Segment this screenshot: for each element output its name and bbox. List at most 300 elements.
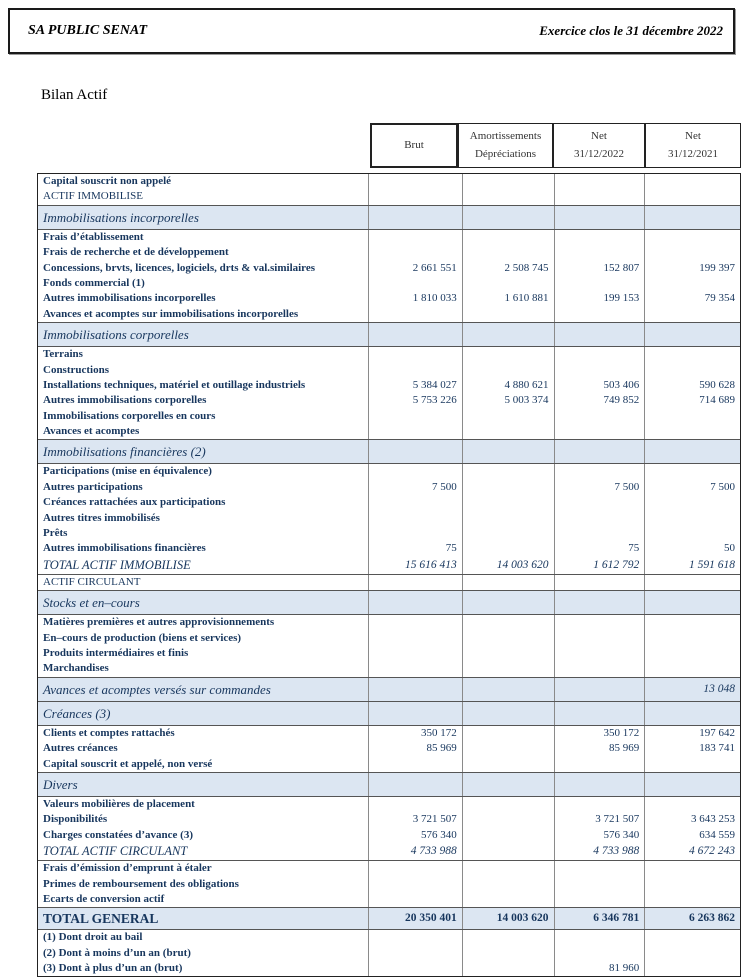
cell-amortissements xyxy=(462,946,554,961)
table-row xyxy=(38,877,740,892)
cell-amortissements xyxy=(462,174,554,189)
cell-net-2021 xyxy=(644,877,740,892)
header-line: Net xyxy=(591,130,607,143)
cell-amortissements xyxy=(462,591,554,614)
cell-amortissements xyxy=(462,615,554,630)
cell-amortissements: 14 003 620 xyxy=(462,908,554,929)
cell-amortissements xyxy=(462,861,554,876)
table-row xyxy=(38,541,740,556)
cell-net-2021: 50 xyxy=(644,541,740,556)
cell-brut: 15 616 413 xyxy=(368,557,462,574)
row-label: Concessions, brvts, licences, logiciels, drts & val.similaires xyxy=(43,261,316,274)
cell-amortissements: 2 508 745 xyxy=(462,261,554,276)
row-label: TOTAL ACTIF CIRCULANT xyxy=(43,844,188,859)
cell-brut xyxy=(368,245,462,260)
cell-brut: 350 172 xyxy=(368,726,462,741)
cell-net-2022: 503 406 xyxy=(554,378,645,393)
cell-amortissements: 1 610 881 xyxy=(462,291,554,306)
row-label: Autres immobilisations incorporelles xyxy=(43,292,216,305)
cell-brut: 2 661 551 xyxy=(368,261,462,276)
cell-brut xyxy=(368,174,462,189)
document-header xyxy=(8,8,735,54)
table-row xyxy=(38,409,740,424)
cell-net-2021: 3 643 253 xyxy=(644,812,740,827)
table-row xyxy=(38,322,740,347)
row-label: Avances et acomptes sur immobilisations incorporelles xyxy=(43,307,299,320)
row-label: Prêts xyxy=(43,527,68,540)
cell-net-2021 xyxy=(644,930,740,945)
cell-brut xyxy=(368,631,462,646)
fiscal-year-label: Exercice clos le 31 décembre 2022 xyxy=(539,23,723,38)
cell-net-2021 xyxy=(644,495,740,510)
cell-amortissements xyxy=(462,812,554,827)
cell-net-2021: 4 672 243 xyxy=(644,843,740,860)
table-row xyxy=(38,961,740,976)
cell-brut xyxy=(368,276,462,291)
cell-net-2021: 634 559 xyxy=(644,828,740,843)
cell-net-2021 xyxy=(644,702,740,725)
cell-brut: 576 340 xyxy=(368,828,462,843)
cell-brut xyxy=(368,440,462,463)
table-row xyxy=(38,631,740,646)
table-row xyxy=(38,291,740,306)
table-row xyxy=(38,797,740,812)
cell-net-2022: 576 340 xyxy=(554,828,645,843)
column-header-net-2022 xyxy=(553,123,645,168)
row-label: Frais d’établissement xyxy=(43,230,144,243)
cell-amortissements xyxy=(462,480,554,495)
cell-net-2022 xyxy=(554,206,645,229)
cell-amortissements xyxy=(462,347,554,362)
cell-net-2021 xyxy=(644,661,740,676)
cell-net-2021 xyxy=(644,631,740,646)
table-row xyxy=(38,261,740,276)
table-row xyxy=(38,741,740,756)
cell-net-2022 xyxy=(554,615,645,630)
cell-net-2022 xyxy=(554,276,645,291)
table-row xyxy=(38,189,740,204)
cell-amortissements xyxy=(462,741,554,756)
row-label: Primes de remboursement des obligations xyxy=(43,877,239,890)
row-label: Autres immobilisations financières xyxy=(43,542,206,555)
row-label: Produits intermédiaires et finis xyxy=(43,646,189,659)
cell-net-2022: 85 969 xyxy=(554,741,645,756)
cell-net-2022 xyxy=(554,646,645,661)
cell-net-2021 xyxy=(644,230,740,245)
cell-net-2021: 197 642 xyxy=(644,726,740,741)
table-row xyxy=(38,661,740,676)
row-label: TOTAL ACTIF IMMOBILISE xyxy=(43,557,191,572)
cell-amortissements xyxy=(462,961,554,976)
cell-amortissements: 4 880 621 xyxy=(462,378,554,393)
header-line: Dépréciations xyxy=(474,147,537,160)
cell-brut xyxy=(368,930,462,945)
table-row xyxy=(38,526,740,541)
cell-amortissements xyxy=(462,843,554,860)
label-column-spacer xyxy=(37,123,368,168)
row-label: Divers xyxy=(43,776,78,792)
cell-net-2021 xyxy=(644,526,740,541)
cell-net-2021 xyxy=(644,773,740,796)
header-line: 31/12/2021 xyxy=(667,147,719,160)
cell-net-2021 xyxy=(644,245,740,260)
table-row xyxy=(38,511,740,526)
cell-net-2021 xyxy=(644,424,740,439)
cell-net-2022 xyxy=(554,892,645,907)
table-row xyxy=(38,726,740,741)
cell-brut xyxy=(368,495,462,510)
cell-net-2022 xyxy=(554,363,645,378)
cell-brut: 85 969 xyxy=(368,741,462,756)
cell-brut: 5 753 226 xyxy=(368,393,462,408)
cell-net-2021 xyxy=(644,575,740,590)
cell-net-2022 xyxy=(554,230,645,245)
table-row xyxy=(38,757,740,772)
cell-net-2021 xyxy=(644,276,740,291)
cell-net-2022 xyxy=(554,797,645,812)
table-row xyxy=(38,439,740,464)
cell-brut xyxy=(368,615,462,630)
cell-net-2022: 1 612 792 xyxy=(554,557,645,574)
table-row xyxy=(38,843,740,861)
table-row xyxy=(38,861,740,876)
cell-amortissements xyxy=(462,409,554,424)
cell-net-2022: 75 xyxy=(554,541,645,556)
cell-net-2021 xyxy=(644,363,740,378)
row-label: Autres titres immobilisés xyxy=(43,511,160,524)
cell-net-2022 xyxy=(554,174,645,189)
table-row xyxy=(38,892,740,907)
row-label: Immobilisations financières (2) xyxy=(43,444,206,460)
row-label: En–cours de production (biens et services) xyxy=(43,631,242,644)
cell-net-2022 xyxy=(554,861,645,876)
cell-net-2021 xyxy=(644,206,740,229)
cell-brut: 1 810 033 xyxy=(368,291,462,306)
cell-amortissements xyxy=(462,495,554,510)
row-label: Matières premières et autres approvisionnements xyxy=(43,616,275,629)
table-row xyxy=(38,677,740,702)
cell-amortissements xyxy=(462,828,554,843)
row-label: ACTIF IMMOBILISE xyxy=(43,190,143,203)
cell-brut xyxy=(368,661,462,676)
cell-brut xyxy=(368,363,462,378)
cell-brut xyxy=(368,946,462,961)
cell-brut xyxy=(368,206,462,229)
cell-amortissements xyxy=(462,757,554,772)
row-label: Frais d’émission d’emprunt à étaler xyxy=(43,862,212,875)
cell-net-2021 xyxy=(644,307,740,322)
cell-net-2021: 714 689 xyxy=(644,393,740,408)
row-label: Créances rattachées aux participations xyxy=(43,496,226,509)
row-label: Créances (3) xyxy=(43,705,111,721)
table-column-headers xyxy=(37,123,741,168)
cell-amortissements xyxy=(462,464,554,479)
cell-net-2021 xyxy=(644,347,740,362)
table-row xyxy=(38,930,740,945)
cell-brut xyxy=(368,347,462,362)
cell-amortissements xyxy=(462,323,554,346)
row-label: Marchandises xyxy=(43,662,109,675)
row-label: Autres participations xyxy=(43,480,143,493)
cell-net-2022 xyxy=(554,440,645,463)
cell-net-2021 xyxy=(644,323,740,346)
cell-brut xyxy=(368,861,462,876)
table-row xyxy=(38,424,740,439)
cell-amortissements xyxy=(462,363,554,378)
cell-amortissements: 5 003 374 xyxy=(462,393,554,408)
cell-brut: 3 721 507 xyxy=(368,812,462,827)
cell-brut xyxy=(368,892,462,907)
cell-net-2021 xyxy=(644,409,740,424)
cell-brut xyxy=(368,797,462,812)
cell-amortissements xyxy=(462,440,554,463)
header-line: Amortissements xyxy=(469,130,542,143)
cell-net-2021 xyxy=(644,946,740,961)
cell-net-2021: 7 500 xyxy=(644,480,740,495)
cell-brut xyxy=(368,526,462,541)
row-label: Avances et acomptes xyxy=(43,425,140,438)
cell-amortissements xyxy=(462,797,554,812)
cell-net-2022: 3 721 507 xyxy=(554,812,645,827)
cell-amortissements: 14 003 620 xyxy=(462,557,554,574)
cell-net-2022 xyxy=(554,307,645,322)
cell-amortissements xyxy=(462,245,554,260)
table-row xyxy=(38,702,740,726)
row-label: Capital souscrit et appelé, non versé xyxy=(43,757,213,770)
table-row xyxy=(38,363,740,378)
table-row xyxy=(38,245,740,260)
cell-net-2022 xyxy=(554,323,645,346)
cell-brut: 75 xyxy=(368,541,462,556)
cell-net-2022: 4 733 988 xyxy=(554,843,645,860)
row-label: Autres créances xyxy=(43,742,118,755)
table-row xyxy=(38,205,740,230)
cell-net-2022 xyxy=(554,877,645,892)
row-label: Fonds commercial (1) xyxy=(43,276,145,289)
cell-amortissements xyxy=(462,631,554,646)
cell-brut xyxy=(368,409,462,424)
cell-amortissements xyxy=(462,930,554,945)
cell-net-2022 xyxy=(554,189,645,204)
cell-net-2021 xyxy=(644,174,740,189)
cell-amortissements xyxy=(462,678,554,701)
cell-net-2021 xyxy=(644,511,740,526)
cell-net-2022 xyxy=(554,631,645,646)
cell-amortissements xyxy=(462,646,554,661)
cell-net-2022 xyxy=(554,661,645,676)
table-body xyxy=(37,173,741,977)
cell-brut: 4 733 988 xyxy=(368,843,462,860)
cell-net-2022: 7 500 xyxy=(554,480,645,495)
page-title: Bilan Actif xyxy=(41,87,108,103)
table-row xyxy=(38,347,740,362)
cell-net-2021 xyxy=(644,591,740,614)
cell-brut xyxy=(368,575,462,590)
table-row xyxy=(38,615,740,630)
cell-amortissements xyxy=(462,189,554,204)
cell-amortissements xyxy=(462,206,554,229)
cell-net-2021 xyxy=(644,861,740,876)
cell-net-2021 xyxy=(644,892,740,907)
row-label: (1) Dont droit au bail xyxy=(43,931,143,944)
cell-net-2022 xyxy=(554,591,645,614)
column-header-brut xyxy=(370,123,458,168)
cell-brut xyxy=(368,646,462,661)
cell-brut: 5 384 027 xyxy=(368,378,462,393)
cell-net-2021 xyxy=(644,615,740,630)
row-label: ACTIF CIRCULANT xyxy=(43,575,141,588)
cell-brut xyxy=(368,678,462,701)
cell-brut xyxy=(368,511,462,526)
row-label: Clients et comptes rattachés xyxy=(43,726,175,739)
cell-net-2021: 199 397 xyxy=(644,261,740,276)
table-row xyxy=(38,174,740,189)
row-label: Capital souscrit non appelé xyxy=(43,175,172,187)
row-label: Disponibilités xyxy=(43,813,108,826)
cell-net-2022 xyxy=(554,678,645,701)
cell-brut xyxy=(368,757,462,772)
cell-net-2022: 81 960 xyxy=(554,961,645,976)
cell-amortissements xyxy=(462,575,554,590)
cell-amortissements xyxy=(462,424,554,439)
table-row xyxy=(38,393,740,408)
cell-net-2022 xyxy=(554,245,645,260)
cell-brut: 20 350 401 xyxy=(368,908,462,929)
table-row xyxy=(38,828,740,843)
table-row xyxy=(38,480,740,495)
cell-brut xyxy=(368,189,462,204)
cell-brut xyxy=(368,702,462,725)
cell-net-2022 xyxy=(554,511,645,526)
row-label: Frais de recherche et de développement xyxy=(43,246,229,259)
row-label: Participations (mise en équivalence) xyxy=(43,465,212,478)
cell-net-2021: 6 263 862 xyxy=(644,908,740,929)
cell-net-2022 xyxy=(554,409,645,424)
header-line: Brut xyxy=(404,138,424,151)
table-row xyxy=(38,230,740,245)
cell-amortissements xyxy=(462,276,554,291)
cell-net-2021: 13 048 xyxy=(644,678,740,701)
cell-amortissements xyxy=(462,892,554,907)
row-label: TOTAL GENERAL xyxy=(43,911,159,927)
row-label: Immobilisations corporelles en cours xyxy=(43,409,216,422)
cell-net-2022 xyxy=(554,495,645,510)
cell-brut xyxy=(368,323,462,346)
company-name: SA PUBLIC SENAT xyxy=(28,23,148,38)
cell-net-2021 xyxy=(644,961,740,976)
table-row xyxy=(38,946,740,961)
row-label: Ecarts de conversion actif xyxy=(43,892,165,905)
cell-net-2022 xyxy=(554,773,645,796)
cell-brut xyxy=(368,877,462,892)
cell-brut xyxy=(368,773,462,796)
cell-net-2022: 350 172 xyxy=(554,726,645,741)
cell-amortissements xyxy=(462,877,554,892)
cell-net-2022 xyxy=(554,757,645,772)
cell-net-2022 xyxy=(554,575,645,590)
row-label: Charges constatées d’avance (3) xyxy=(43,828,193,841)
row-label: Constructions xyxy=(43,363,110,376)
cell-net-2021: 183 741 xyxy=(644,741,740,756)
table-row xyxy=(38,772,740,797)
cell-net-2022 xyxy=(554,347,645,362)
cell-brut xyxy=(368,464,462,479)
cell-amortissements xyxy=(462,511,554,526)
row-label: Autres immobilisations corporelles xyxy=(43,394,207,407)
cell-brut: 7 500 xyxy=(368,480,462,495)
cell-amortissements xyxy=(462,526,554,541)
table-row xyxy=(38,907,740,930)
cell-brut xyxy=(368,230,462,245)
row-label: Valeurs mobilières de placement xyxy=(43,797,195,810)
cell-net-2022 xyxy=(554,424,645,439)
cell-net-2021: 590 628 xyxy=(644,378,740,393)
cell-net-2021: 79 354 xyxy=(644,291,740,306)
cell-brut xyxy=(368,591,462,614)
cell-net-2022: 152 807 xyxy=(554,261,645,276)
cell-brut xyxy=(368,307,462,322)
row-label: (2) Dont à moins d’un an (brut) xyxy=(43,946,191,959)
cell-net-2021 xyxy=(644,757,740,772)
header-line: 31/12/2022 xyxy=(573,147,625,160)
cell-amortissements xyxy=(462,702,554,725)
cell-net-2022: 199 153 xyxy=(554,291,645,306)
cell-amortissements xyxy=(462,541,554,556)
table-row xyxy=(38,276,740,291)
cell-net-2021 xyxy=(644,440,740,463)
cell-net-2022 xyxy=(554,526,645,541)
row-label: Installations techniques, matériel et outillage industriels xyxy=(43,378,306,391)
cell-net-2022 xyxy=(554,464,645,479)
row-label: Avances et acomptes versés sur commandes xyxy=(43,681,271,697)
row-label: Stocks et en–cours xyxy=(43,595,140,611)
table-row xyxy=(38,590,740,615)
column-header-net-2021 xyxy=(645,123,741,168)
table-row xyxy=(38,495,740,510)
row-label: Immobilisations corporelles xyxy=(43,327,189,343)
cell-amortissements xyxy=(462,230,554,245)
cell-net-2022: 749 852 xyxy=(554,393,645,408)
row-label: (3) Dont à plus d’un an (brut) xyxy=(43,962,183,975)
cell-brut xyxy=(368,424,462,439)
row-label: Immobilisations incorporelles xyxy=(43,209,199,225)
cell-brut xyxy=(368,961,462,976)
table-row xyxy=(38,464,740,479)
cell-amortissements xyxy=(462,661,554,676)
column-header-amortissements xyxy=(458,123,553,168)
cell-net-2021 xyxy=(644,464,740,479)
row-label: Terrains xyxy=(43,348,83,361)
cell-net-2022 xyxy=(554,930,645,945)
table-row xyxy=(38,575,740,590)
cell-net-2021 xyxy=(644,646,740,661)
cell-amortissements xyxy=(462,773,554,796)
cell-net-2021 xyxy=(644,797,740,812)
cell-net-2021: 1 591 618 xyxy=(644,557,740,574)
cell-amortissements xyxy=(462,726,554,741)
cell-net-2022 xyxy=(554,702,645,725)
table-row xyxy=(38,557,740,575)
cell-net-2021 xyxy=(644,189,740,204)
header-line: Net xyxy=(685,130,701,143)
cell-net-2022 xyxy=(554,946,645,961)
cell-amortissements xyxy=(462,307,554,322)
table-row xyxy=(38,307,740,322)
table-row xyxy=(38,812,740,827)
table-row xyxy=(38,378,740,393)
table-row xyxy=(38,646,740,661)
cell-net-2022: 6 346 781 xyxy=(554,908,645,929)
